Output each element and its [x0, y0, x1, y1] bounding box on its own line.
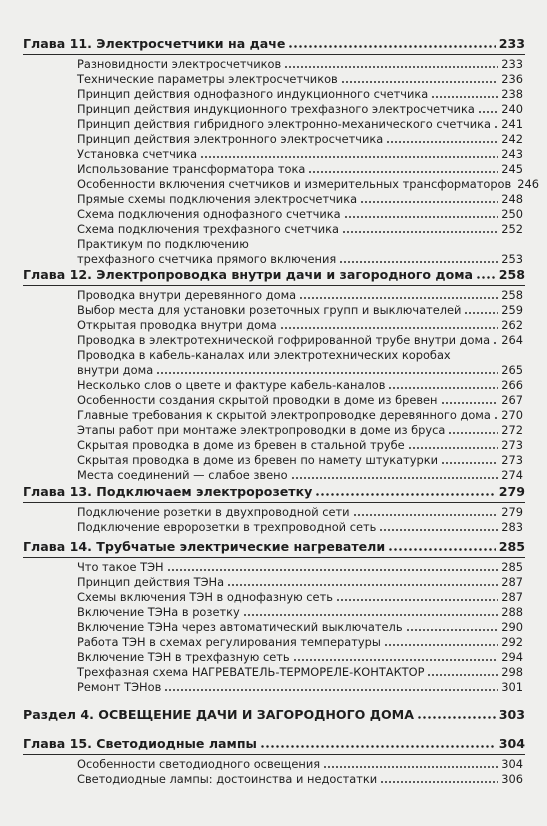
- entry-page: 248: [501, 192, 523, 206]
- entry-page: 246: [517, 177, 539, 191]
- entry-page: 259: [501, 303, 523, 317]
- toc-entry: [77, 87, 523, 101]
- entry-page: 272: [501, 423, 523, 437]
- entry-title: Открытая проводка внутри дома: [77, 318, 277, 332]
- entry-page: 264: [501, 333, 523, 347]
- entry-page: 285: [501, 560, 523, 574]
- dot-leader: [280, 327, 499, 329]
- toc-entry: [77, 222, 523, 236]
- entry-title: Схема подключения однофазного счетчика: [77, 207, 341, 221]
- dot-leader: [386, 141, 498, 143]
- toc-entry: [77, 393, 523, 407]
- entry-title: Включение ТЭНа в розетку: [77, 605, 240, 619]
- entry-page: 273: [501, 438, 523, 452]
- section-title: Раздел 4. ОСВЕЩЕНИЕ ДАЧИ И ЗАГОРОДНОГО ДОМА: [23, 707, 414, 722]
- dot-leader: [388, 548, 495, 551]
- dot-leader: [379, 529, 498, 531]
- toc-entry: [77, 560, 523, 574]
- toc-entry: [77, 505, 523, 519]
- entry-title-line1: Практикум по подключению: [77, 237, 249, 251]
- dot-leader: [200, 156, 498, 158]
- chapter-title: Глава 15. Светодиодные лампы: [23, 736, 257, 751]
- entry-page: 253: [501, 252, 523, 266]
- entry-title: Проводка внутри деревянного дома: [77, 288, 297, 302]
- entry-title: Включение ТЭНа через автоматический выключатель: [77, 620, 403, 634]
- chapter-underline: [23, 54, 525, 55]
- toc-entry: [77, 378, 523, 392]
- entry-title: Скрытая проводка в доме из бревен по намету штукатурки: [77, 453, 438, 467]
- dot-leader: [227, 584, 498, 586]
- dot-leader: [339, 261, 498, 263]
- entry-title: Особенности создания скрытой проводки в доме из бревен: [77, 393, 438, 407]
- entry-title: Скрытая проводка в доме из бревен в стальной трубе: [77, 438, 405, 452]
- chapter-underline: [23, 557, 525, 558]
- chapter-title: Глава 13. Подключаем электророзетку: [23, 484, 313, 499]
- dot-leader: [260, 745, 496, 748]
- entry-title: Установка счетчика: [77, 147, 198, 161]
- toc-entry: [77, 192, 523, 206]
- dot-leader: [408, 447, 499, 449]
- entry-title: Особенности светодиодного освещения: [77, 757, 321, 771]
- dot-leader: [341, 81, 498, 83]
- entry-page: 287: [501, 590, 523, 604]
- toc-entry: [77, 72, 523, 86]
- entry-page: 306: [501, 772, 523, 786]
- entry-page: 304: [501, 757, 523, 771]
- toc-entry: [77, 772, 523, 786]
- dot-leader: [441, 462, 498, 464]
- toc-entry: [77, 438, 523, 452]
- dot-leader: [315, 493, 495, 496]
- chapter-underline: [23, 285, 525, 286]
- entry-title: Подключение розетки в двухпроводной сети: [77, 505, 350, 519]
- dot-leader: [308, 171, 498, 173]
- entry-page: 292: [501, 635, 523, 649]
- toc-entry: [77, 207, 523, 221]
- dot-leader: [360, 201, 498, 203]
- entry-page: 252: [501, 222, 523, 236]
- dot-leader: [344, 216, 499, 218]
- toc-entry: [77, 288, 523, 302]
- toc-entry: [77, 575, 523, 589]
- dot-leader: [156, 372, 498, 374]
- entry-page: 266: [501, 378, 523, 392]
- entry-page: 238: [501, 87, 523, 101]
- entry-title: Прямые схемы подключения электросчетчика: [77, 192, 358, 206]
- dot-leader: [493, 342, 498, 344]
- entry-title: Схемы включения ТЭН в однофазную сеть: [77, 590, 333, 604]
- toc-entry: [77, 102, 523, 116]
- toc-entry: [77, 318, 523, 332]
- entry-page: 290: [501, 620, 523, 634]
- entry-title-line1: Проводка в кабель-каналах или электротехнических коробах: [77, 348, 451, 362]
- entry-page: 265: [501, 363, 523, 377]
- toc-entry: [77, 408, 523, 422]
- dot-leader: [448, 432, 498, 434]
- dot-leader: [441, 402, 499, 404]
- entry-title: Светодиодные лампы: достоинства и недостатки: [77, 772, 378, 786]
- toc-chapter: [23, 267, 525, 282]
- entry-title: Принцип действия гибридного электронно-механического счетчика: [77, 117, 492, 131]
- entry-page: 245: [501, 162, 523, 176]
- entry-page: 258: [501, 288, 523, 302]
- entry-title: трехфазного счетчика прямого включения: [77, 252, 337, 266]
- dot-leader: [288, 45, 495, 48]
- toc-chapter: [23, 36, 525, 51]
- toc-entry: [77, 665, 523, 679]
- dot-leader: [476, 276, 496, 279]
- dot-leader: [164, 689, 498, 691]
- entry-title: Ремонт ТЭНов: [77, 680, 162, 694]
- dot-leader: [336, 599, 498, 601]
- entry-page: 236: [501, 72, 523, 86]
- chapter-title: Глава 12. Электропроводка внутри дачи и загородного дома: [23, 267, 474, 282]
- entry-page: 233: [501, 57, 523, 71]
- chapter-page: 304: [498, 736, 525, 751]
- toc-entry-line1: [77, 237, 523, 251]
- dot-leader: [284, 66, 498, 68]
- chapter-page: 285: [498, 539, 525, 554]
- entry-title: Включение ТЭН в трехфазную сеть: [77, 650, 290, 664]
- toc-chapter: [23, 539, 525, 554]
- section-page: 303: [498, 707, 525, 722]
- toc-entry: [77, 177, 539, 191]
- dot-leader: [417, 716, 496, 719]
- toc-entry: [77, 117, 523, 131]
- entry-title: Работа ТЭН в схемах регулирования температуры: [77, 635, 381, 649]
- dot-leader: [464, 312, 498, 314]
- toc-entry: [77, 363, 523, 377]
- toc-entry: [77, 650, 523, 664]
- toc-entry: [77, 303, 523, 317]
- toc-entry: [77, 453, 523, 467]
- entry-title: Что такое ТЭН: [77, 560, 164, 574]
- entry-title: Подключение евророзетки в трехпроводной сеть: [77, 520, 377, 534]
- toc-entry: [77, 635, 523, 649]
- dot-leader: [380, 781, 498, 783]
- entry-page: 279: [501, 505, 523, 519]
- entry-title: Принцип действия однофазного индукционного счетчика: [77, 87, 429, 101]
- toc-entry: [77, 147, 523, 161]
- toc-entry: [77, 680, 523, 694]
- dot-leader: [478, 111, 498, 113]
- entry-title: Выбор места для установки розеточных групп и выключателей: [77, 303, 462, 317]
- toc-entry: [77, 162, 523, 176]
- chapter-title: Глава 14. Трубчатые электрические нагреватели: [23, 539, 386, 554]
- entry-page: 242: [501, 132, 523, 146]
- entry-title: Трехфазная схема НАГРЕВАТЕЛЬ-ТЕРМОРЕЛЕ-КОНТАКТОР: [77, 665, 425, 679]
- dot-leader: [494, 417, 498, 419]
- dot-leader: [167, 569, 499, 571]
- toc-entry: [77, 520, 523, 534]
- entry-title: Принцип действия ТЭНа: [77, 575, 225, 589]
- dot-leader: [293, 659, 499, 661]
- dot-leader: [494, 126, 498, 128]
- entry-title: Несколько слов о цвете и фактуре кабель-каналов: [77, 378, 386, 392]
- toc-section: [23, 707, 525, 722]
- dot-leader: [291, 477, 499, 479]
- toc-entry: [77, 757, 523, 771]
- entry-title: Этапы работ при монтаже электропроводки в доме из бруса: [77, 423, 446, 437]
- entry-title: Разновидности электросчетчиков: [77, 57, 282, 71]
- entry-title: Принцип действия индукционного трехфазного электросчетчика: [77, 102, 475, 116]
- entry-page: 288: [501, 605, 523, 619]
- entry-page: 243: [501, 147, 523, 161]
- entry-page: 273: [501, 453, 523, 467]
- chapter-underline: [23, 754, 525, 755]
- dot-leader: [388, 387, 498, 389]
- dot-leader: [299, 297, 498, 299]
- toc-chapter: [23, 736, 525, 751]
- entry-page: 294: [501, 650, 523, 664]
- toc-entry: [77, 132, 523, 146]
- chapter-page: 258: [498, 267, 525, 282]
- chapter-underline: [23, 502, 525, 503]
- entry-title: Принцип действия электронного электросчетчика: [77, 132, 384, 146]
- dot-leader: [431, 96, 498, 98]
- chapter-title: Глава 11. Электросчетчики на даче: [23, 36, 286, 51]
- entry-title: Проводка в электротехнической гофрированной трубе внутри дома: [77, 333, 491, 347]
- dot-leader: [427, 674, 498, 676]
- toc-entry: [77, 468, 523, 482]
- entry-page: 301: [501, 680, 523, 694]
- toc-entry: [77, 590, 523, 604]
- entry-page: 270: [501, 408, 523, 422]
- entry-page: 298: [501, 665, 523, 679]
- entry-page: 283: [501, 520, 523, 534]
- dot-leader: [323, 766, 498, 768]
- chapter-page: 233: [498, 36, 525, 51]
- entry-title: Технические параметры электросчетчиков: [77, 72, 338, 86]
- entry-title: внутри дома: [77, 363, 154, 377]
- toc-entry: [77, 620, 523, 634]
- toc-entry: [77, 423, 523, 437]
- entry-page: 262: [501, 318, 523, 332]
- dot-leader: [342, 231, 498, 233]
- entry-title: Места соединений — слабое звено: [77, 468, 288, 482]
- entry-title: Особенности включения счетчиков и измерительных трансформаторов: [77, 177, 512, 191]
- toc-entry: [77, 605, 523, 619]
- entry-page: 274: [501, 468, 523, 482]
- toc-chapter: [23, 484, 525, 499]
- entry-title: Схема подключения трехфазного счетчика: [77, 222, 340, 236]
- dot-leader: [406, 629, 499, 631]
- entry-page: 240: [501, 102, 523, 116]
- entry-page: 287: [501, 575, 523, 589]
- entry-title: Главные требования к скрытой электропроводке деревянного дома: [77, 408, 491, 422]
- entry-page: 250: [501, 207, 523, 221]
- toc-entry-line1: [77, 348, 523, 362]
- chapter-page: 279: [498, 484, 525, 499]
- entry-title: Использование трансформатора тока: [77, 162, 306, 176]
- toc-entry: [77, 252, 523, 266]
- dot-leader: [384, 644, 498, 646]
- dot-leader: [353, 514, 499, 516]
- entry-page: 267: [501, 393, 523, 407]
- toc-entry: [77, 333, 523, 347]
- dot-leader: [243, 614, 499, 616]
- toc-entry: [77, 57, 523, 71]
- entry-page: 241: [501, 117, 523, 131]
